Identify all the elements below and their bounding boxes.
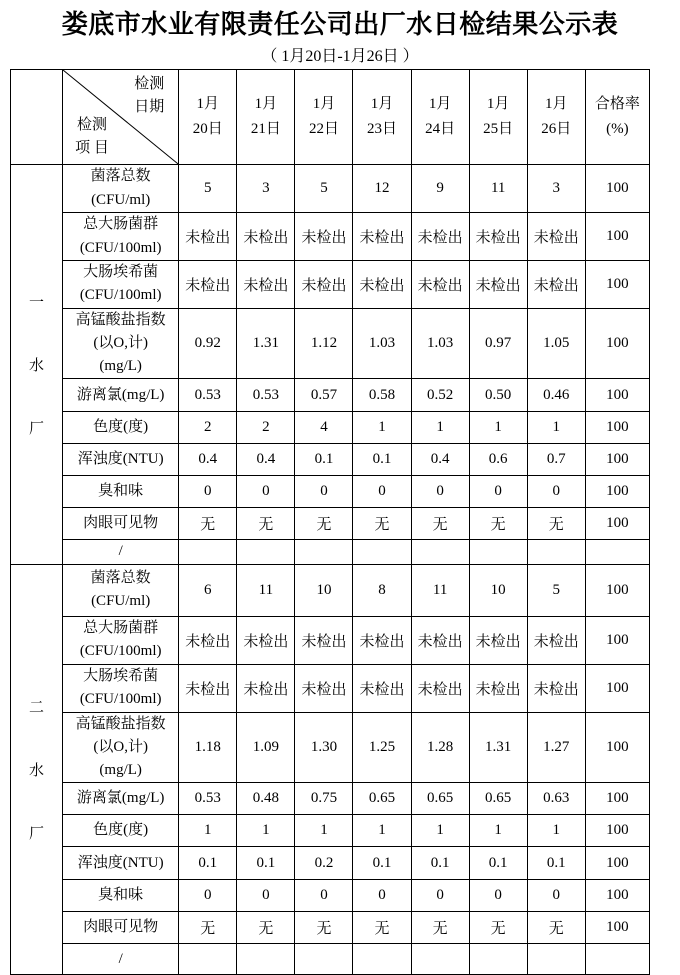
value-cell: 无 (179, 508, 237, 540)
value-cell: 未检出 (353, 213, 411, 261)
value-cell: 6 (179, 564, 237, 616)
item-label-cell: 游离氯(mg/L) (63, 379, 179, 412)
item-label-cell: 高锰酸盐指数 (以O,计) (mg/L) (63, 712, 179, 783)
item-label-cell: 肉眼可见物 (63, 912, 179, 944)
value-cell: 0 (527, 476, 585, 508)
value-cell: 0.1 (353, 444, 411, 476)
value-cell: 5 (527, 564, 585, 616)
item-label-cell: 菌落总数 (CFU/ml) (63, 165, 179, 213)
date-header: 1月 24日 (411, 70, 469, 165)
value-cell: 未检出 (353, 664, 411, 712)
value-cell: 未检出 (469, 664, 527, 712)
value-cell: 0.46 (527, 379, 585, 412)
item-label-cell: / (63, 540, 179, 564)
value-cell: 2 (179, 412, 237, 444)
page-subtitle: （ 1月20日-1月26日 ） (261, 48, 419, 65)
value-cell: 0.1 (411, 847, 469, 880)
pass-rate-cell: 100 (585, 213, 649, 261)
value-cell: 0.7 (527, 444, 585, 476)
item-label-cell: 总大肠菌群 (CFU/100ml) (63, 213, 179, 261)
value-cell: 无 (353, 912, 411, 944)
pass-rate-cell: 100 (585, 508, 649, 540)
value-cell: 1 (411, 815, 469, 847)
value-cell: 0.6 (469, 444, 527, 476)
value-cell: 无 (237, 508, 295, 540)
value-cell: 未检出 (411, 664, 469, 712)
value-cell: 1.03 (353, 308, 411, 379)
value-cell: 0.58 (353, 379, 411, 412)
value-cell: 未检出 (237, 213, 295, 261)
pass-rate-cell (585, 944, 649, 975)
value-cell: 0.50 (469, 379, 527, 412)
value-cell: 未检出 (353, 261, 411, 309)
item-label-cell: 菌落总数 (CFU/ml) (63, 564, 179, 616)
pass-rate-cell: 100 (585, 847, 649, 880)
plant-label-cell (11, 564, 63, 975)
pass-rate-cell: 100 (585, 261, 649, 309)
value-cell: 未检出 (295, 664, 353, 712)
value-cell: 无 (527, 912, 585, 944)
table-row (11, 783, 650, 815)
value-cell: 无 (411, 912, 469, 944)
value-cell (179, 944, 237, 975)
value-cell (295, 944, 353, 975)
date-header: 1月 25日 (469, 70, 527, 165)
value-cell: 1 (353, 815, 411, 847)
table-row (11, 213, 650, 261)
item-label-cell: 臭和味 (63, 880, 179, 912)
value-cell: 1.28 (411, 712, 469, 783)
item-label-cell: 大肠埃希菌 (CFU/100ml) (63, 261, 179, 309)
value-cell: 未检出 (527, 664, 585, 712)
value-cell: 9 (411, 165, 469, 213)
value-cell: 0.63 (527, 783, 585, 815)
value-cell: 0.1 (353, 847, 411, 880)
value-cell: 0.97 (469, 308, 527, 379)
pass-rate-cell: 100 (585, 444, 649, 476)
value-cell: 3 (237, 165, 295, 213)
value-cell: 0.92 (179, 308, 237, 379)
table-row (11, 815, 650, 847)
value-cell: 0 (411, 476, 469, 508)
value-cell: 未检出 (295, 261, 353, 309)
date-header: 1月 23日 (353, 70, 411, 165)
pass-rate-cell: 100 (585, 165, 649, 213)
item-label-cell: 肉眼可见物 (63, 508, 179, 540)
corner-label-date: 检测 日期 (134, 76, 165, 116)
value-cell: 1 (469, 412, 527, 444)
value-cell: 0.1 (527, 847, 585, 880)
value-cell: 0 (353, 880, 411, 912)
pass-rate-cell: 100 (585, 815, 649, 847)
table-row (11, 165, 650, 213)
value-cell: 1 (527, 412, 585, 444)
value-cell: 1 (179, 815, 237, 847)
value-cell: 未检出 (179, 213, 237, 261)
pass-rate-header: 合格率 (%) (585, 70, 649, 165)
date-header: 1月 22日 (295, 70, 353, 165)
value-cell (179, 540, 237, 564)
value-cell: 未检出 (237, 616, 295, 664)
value-cell: 1.05 (527, 308, 585, 379)
value-cell: 0.53 (237, 379, 295, 412)
value-cell: 11 (469, 165, 527, 213)
value-cell: 0.1 (179, 847, 237, 880)
pass-rate-cell: 100 (585, 712, 649, 783)
value-cell: 未检出 (411, 261, 469, 309)
value-cell: 1 (295, 815, 353, 847)
value-cell: 0.1 (469, 847, 527, 880)
value-cell: 未检出 (527, 261, 585, 309)
value-cell: 0 (237, 476, 295, 508)
value-cell: 1 (411, 412, 469, 444)
date-header: 1月 26日 (527, 70, 585, 165)
item-label-cell: 色度(度) (63, 412, 179, 444)
value-cell: 0 (237, 880, 295, 912)
value-cell: 11 (237, 564, 295, 616)
value-cell: 0.65 (469, 783, 527, 815)
table-row (11, 261, 650, 309)
table-row (11, 712, 650, 783)
value-cell: 12 (353, 165, 411, 213)
value-cell: 1.31 (469, 712, 527, 783)
plant-label-char: 水 (29, 762, 45, 779)
pass-rate-cell: 100 (585, 880, 649, 912)
value-cell: 0 (411, 880, 469, 912)
value-cell: 0.1 (295, 444, 353, 476)
value-cell: 1.31 (237, 308, 295, 379)
value-cell: 0.52 (411, 379, 469, 412)
value-cell: 未检出 (527, 616, 585, 664)
value-cell: 未检出 (411, 213, 469, 261)
value-cell: 0.4 (411, 444, 469, 476)
plant-label-char: 二 (29, 699, 45, 716)
value-cell: 无 (179, 912, 237, 944)
value-cell: 未检出 (295, 616, 353, 664)
item-label-cell: 游离氯(mg/L) (63, 783, 179, 815)
table-row (11, 476, 650, 508)
value-cell: 1 (237, 815, 295, 847)
plant-label-char: 水 (29, 357, 45, 374)
value-cell (469, 540, 527, 564)
item-label-cell: 大肠埃希菌 (CFU/100ml) (63, 664, 179, 712)
water-quality-table (10, 69, 650, 975)
value-cell: 未检出 (237, 261, 295, 309)
pass-rate-cell: 100 (585, 783, 649, 815)
value-cell: 未检出 (469, 213, 527, 261)
page-title: 娄底市水业有限责任公司出厂水日检结果公示表 (61, 9, 619, 39)
value-cell: 4 (295, 412, 353, 444)
pass-rate-cell: 100 (585, 564, 649, 616)
corner-label-item: 检测 项 目 (75, 116, 109, 156)
table-row (11, 664, 650, 712)
value-cell: 0.4 (179, 444, 237, 476)
value-cell (411, 944, 469, 975)
plant-label-char: 一 (29, 294, 45, 311)
value-cell (237, 944, 295, 975)
table-row (11, 847, 650, 880)
table-row (11, 308, 650, 379)
value-cell: 11 (411, 564, 469, 616)
value-cell: 1.09 (237, 712, 295, 783)
value-cell: 5 (179, 165, 237, 213)
value-cell: 2 (237, 412, 295, 444)
date-header: 1月 20日 (179, 70, 237, 165)
item-label-cell: 臭和味 (63, 476, 179, 508)
value-cell: 1.30 (295, 712, 353, 783)
table-row (11, 564, 650, 616)
table-row (11, 379, 650, 412)
pass-rate-cell: 100 (585, 476, 649, 508)
table-row (11, 412, 650, 444)
value-cell: 无 (237, 912, 295, 944)
value-cell (353, 540, 411, 564)
value-cell: 1.18 (179, 712, 237, 783)
value-cell: 0.48 (237, 783, 295, 815)
value-cell (411, 540, 469, 564)
value-cell: 无 (527, 508, 585, 540)
value-cell: 0.53 (179, 783, 237, 815)
value-cell: 0 (179, 880, 237, 912)
value-cell: 0.65 (411, 783, 469, 815)
value-cell: 无 (353, 508, 411, 540)
pass-rate-cell (585, 540, 649, 564)
plant-label-char: 厂 (29, 825, 45, 842)
value-cell: 未检出 (237, 664, 295, 712)
pass-rate-cell: 100 (585, 379, 649, 412)
value-cell: 0.65 (353, 783, 411, 815)
pass-rate-cell: 100 (585, 616, 649, 664)
table-row (11, 880, 650, 912)
value-cell: 未检出 (179, 616, 237, 664)
value-cell: 0 (295, 880, 353, 912)
table-row (11, 944, 650, 975)
value-cell: 0.2 (295, 847, 353, 880)
item-label-cell: / (63, 944, 179, 975)
value-cell (469, 944, 527, 975)
value-cell: 无 (295, 508, 353, 540)
value-cell: 5 (295, 165, 353, 213)
value-cell: 0 (469, 880, 527, 912)
value-cell: 未检出 (469, 616, 527, 664)
item-label-cell: 浑浊度(NTU) (63, 847, 179, 880)
date-header: 1月 21日 (237, 70, 295, 165)
value-cell: 1 (353, 412, 411, 444)
value-cell: 0.53 (179, 379, 237, 412)
value-cell: 1 (527, 815, 585, 847)
value-cell: 3 (527, 165, 585, 213)
item-label-cell: 色度(度) (63, 815, 179, 847)
table-row (11, 912, 650, 944)
value-cell: 未检出 (469, 261, 527, 309)
value-cell: 无 (411, 508, 469, 540)
pass-rate-cell: 100 (585, 412, 649, 444)
value-cell: 0 (295, 476, 353, 508)
value-cell: 0.75 (295, 783, 353, 815)
value-cell (353, 944, 411, 975)
value-cell: 无 (469, 508, 527, 540)
value-cell: 未检出 (353, 616, 411, 664)
value-cell: 1.27 (527, 712, 585, 783)
diagonal-header-cell (63, 70, 179, 165)
value-cell: 未检出 (179, 664, 237, 712)
value-cell: 10 (469, 564, 527, 616)
value-cell: 0 (179, 476, 237, 508)
plant-label-cell (11, 165, 63, 565)
value-cell (527, 540, 585, 564)
value-cell: 未检出 (411, 616, 469, 664)
header-plant-spacer-cell (11, 70, 63, 165)
pass-rate-cell: 100 (585, 664, 649, 712)
value-cell: 8 (353, 564, 411, 616)
table-row (11, 540, 650, 564)
value-cell: 未检出 (527, 213, 585, 261)
value-cell (527, 944, 585, 975)
value-cell: 0 (527, 880, 585, 912)
value-cell: 0 (353, 476, 411, 508)
value-cell: 无 (469, 912, 527, 944)
value-cell: 1.25 (353, 712, 411, 783)
table-row (11, 444, 650, 476)
value-cell: 0.4 (237, 444, 295, 476)
item-label-cell: 高锰酸盐指数 (以O,计) (mg/L) (63, 308, 179, 379)
value-cell (295, 540, 353, 564)
table-row (11, 616, 650, 664)
header-row (11, 70, 650, 165)
value-cell: 未检出 (179, 261, 237, 309)
item-label-cell: 浑浊度(NTU) (63, 444, 179, 476)
value-cell: 0 (469, 476, 527, 508)
value-cell: 无 (295, 912, 353, 944)
value-cell: 10 (295, 564, 353, 616)
item-label-cell: 总大肠菌群 (CFU/100ml) (63, 616, 179, 664)
value-cell: 0.57 (295, 379, 353, 412)
pass-rate-cell: 100 (585, 308, 649, 379)
value-cell (237, 540, 295, 564)
table-row (11, 508, 650, 540)
pass-rate-cell: 100 (585, 912, 649, 944)
value-cell: 1.12 (295, 308, 353, 379)
value-cell: 1.03 (411, 308, 469, 379)
value-cell: 0.1 (237, 847, 295, 880)
value-cell: 未检出 (295, 213, 353, 261)
value-cell: 1 (469, 815, 527, 847)
plant-label-char: 厂 (29, 420, 45, 437)
